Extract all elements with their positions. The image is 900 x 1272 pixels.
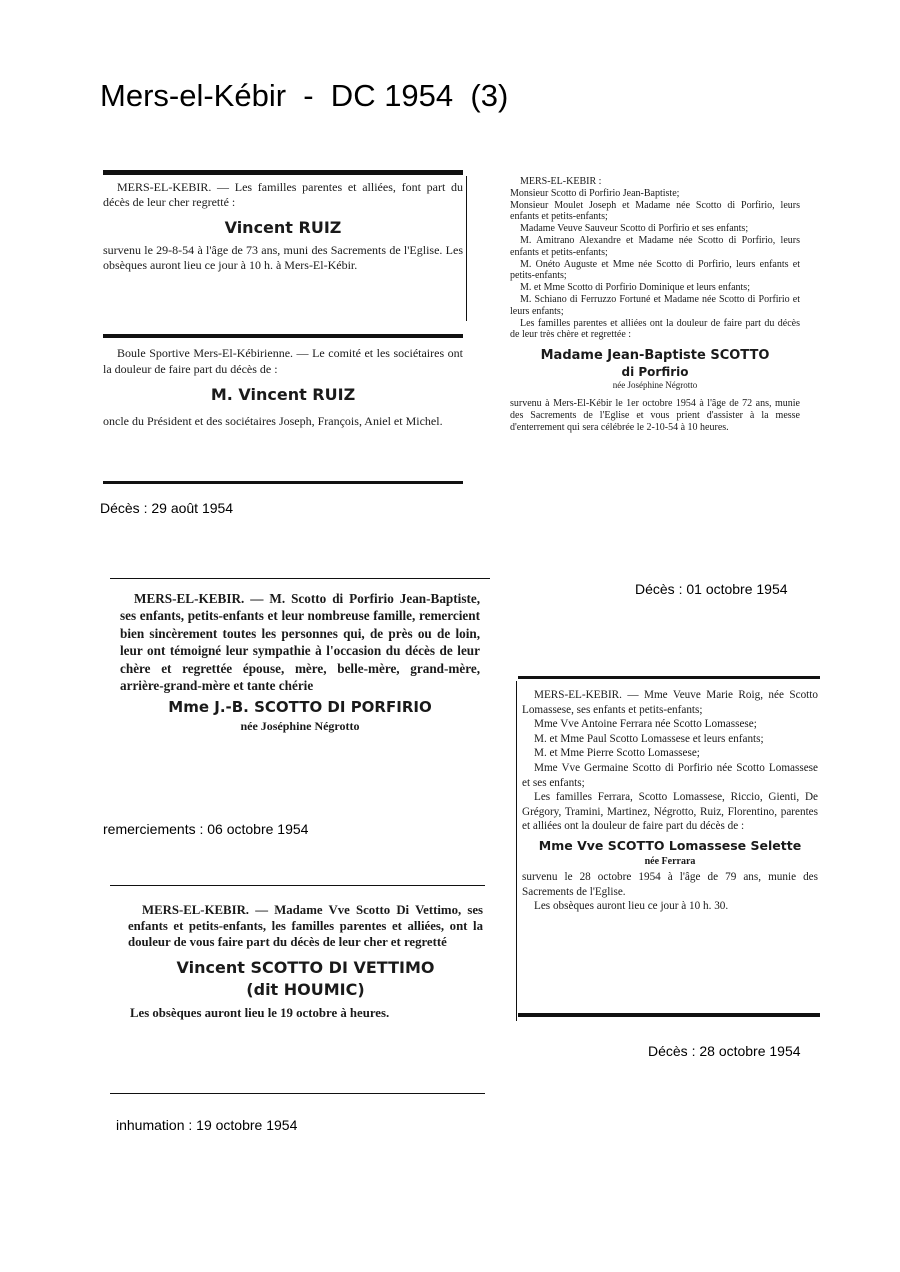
clip6-text: MERS-EL-KEBIR. — Madame Vve Scotto Di Vettimo, ses enfants et petits-enfants, les familles parentes et alliées, ont la douleur de vous faire part du décès de leur cher et regretté xyxy=(128,903,483,950)
page-title: Mers-el-Kébir - DC 1954 (3) xyxy=(100,78,509,113)
clip3-line-4: Madame Veuve Sauveur Scotto di Porfirio et ses enfants; xyxy=(520,223,749,235)
clip-obituary-scotto-di-vettimo xyxy=(128,902,483,1021)
clip3-line-5: M. Amitrano Alexandre et Madame née Scotto di Porfirio, leurs enfants et petits-enfants; xyxy=(510,234,800,258)
clip5-side-rule xyxy=(516,681,517,1021)
clip-remerciements xyxy=(120,590,480,736)
clip3-line-2: Monsieur Scotto di Porfirio Jean-Baptiste; xyxy=(510,187,680,199)
clip3-details: survenu à Mers-El-Kébir le 1er octobre 1954 à l'âge de 72 ans, munie des Sacrements de l'Eglise et vous prient d'assister à la messe d'enterrement qui sera célébrée le 2-10-54 à 10 heures. xyxy=(510,397,800,433)
clip3-line-8: M. Schiano di Ferruzzo Fortuné et Madame née Scotto di Porfirio et leurs enfants; xyxy=(510,293,800,317)
clip5-line-4: M. et Mme Pierre Scotto Lomassese; xyxy=(534,747,700,760)
clip6-name-2: (dit HOUMIC) xyxy=(246,979,365,999)
clip3-line-7: M. et Mme Scotto di Porfirio Dominique et leurs enfants; xyxy=(520,282,750,294)
clip3-name: Madame Jean-Baptiste SCOTTO xyxy=(540,348,770,364)
clip5-nee: née Ferrara xyxy=(644,855,696,867)
clip4-name: Mme J.-B. SCOTTO DI PORFIRIO xyxy=(168,698,432,717)
clip5-details-1: survenu le 28 octobre 1954 à l'âge de 79 ans, munie des Sacrements de l'Eglise. xyxy=(522,870,818,898)
clip3-nee: née Joséphine Négrotto xyxy=(612,380,698,391)
clip6-bottom-rule xyxy=(110,1093,485,1094)
clip2-text: Boule Sportive Mers-El-Kébirienne. — Le comité et les sociétaires ont la douleur de faire part du décès de : xyxy=(103,346,463,376)
clip1-top-rule xyxy=(103,170,463,175)
clip1-text: MERS-EL-KEBIR. — Les familles parentes et alliées, font part du décès de leur cher regretté : xyxy=(103,180,463,209)
clip5-name: Mme Vve SCOTTO Lomassese Selette xyxy=(538,837,802,853)
clip3-line-9: Les familles parentes et alliées ont la douleur de faire part du décès de leur très chère et regrettée : xyxy=(510,317,800,341)
clip1-name: Vincent RUIZ xyxy=(224,218,342,237)
clip5-line-2: Mme Vve Antoine Ferrara née Scotto Lomassese; xyxy=(534,718,757,731)
caption-deces-28-octobre: Décès : 28 octobre 1954 xyxy=(648,1043,801,1059)
clip5-line-6: Les familles Ferrara, Scotto Lomassese, Riccio, Gienti, De Grégory, Tramini, Martinez, Négrotto, Ruiz, Florentino, parentes et alliées ont la douleur de faire part du décès de : xyxy=(522,791,818,833)
clip2-top-rule xyxy=(103,334,463,338)
caption-inhumation-19-octobre: inhumation : 19 octobre 1954 xyxy=(116,1117,298,1133)
clip5-bottom-rule xyxy=(518,1013,820,1017)
clip5-line-3: M. et Mme Paul Scotto Lomassese et leurs enfants; xyxy=(534,732,764,745)
clip2-name: M. Vincent RUIZ xyxy=(210,385,356,404)
clip1-side-rule xyxy=(466,176,467,321)
clip4-nee: née Joséphine Négrotto xyxy=(240,719,360,734)
clip-obituary-ruiz xyxy=(103,180,463,273)
clip3-name-2: di Porfirio xyxy=(621,365,689,380)
clip5-line-5: Mme Vve Germaine Scotto di Porfirio née Scotto Lomassese et ses enfants; xyxy=(522,761,818,789)
clip3-line-3: Monsieur Moulet Joseph et Madame née Scotto di Porfirio, leurs enfants et petits-enfants; xyxy=(510,199,800,223)
clip3-line-6: M. Onéto Auguste et Mme née Scotto di Porfirio, leurs enfants et petits-enfants; xyxy=(510,258,800,282)
clip5-details-2: Les obsèques auront lieu ce jour à 10 h. 30. xyxy=(534,900,729,913)
caption-deces-01-octobre: Décès : 01 octobre 1954 xyxy=(635,581,788,597)
caption-remerciements: remerciements : 06 octobre 1954 xyxy=(103,821,309,837)
clip4-text: MERS-EL-KEBIR. — M. Scotto di Porfirio Jean-Baptiste, ses enfants, petits-enfants et leur nombreuse famille, remercient bien sincèrement toutes les personnes qui, de près ou de loin, leur ont témoigné leur sympathie à l'occasion du décès de leur chère et regrettée épouse, mère, belle-mère, grand-mère, arrière-grand-mère et tante chérie xyxy=(120,591,480,694)
clip2-details: oncle du Président et des sociétaires Joseph, François, Aniel et Michel. xyxy=(103,414,443,428)
clip-obituary-scotto-di-porfirio xyxy=(510,176,800,433)
clip-boule-sportive xyxy=(103,345,463,429)
clip4-top-rule xyxy=(110,578,490,579)
caption-deces-29-aout: Décès : 29 août 1954 xyxy=(100,500,234,516)
clip6-details: Les obsèques auront lieu le 19 octobre à heures. xyxy=(130,1005,390,1020)
clip1-details: survenu le 29-8-54 à l'âge de 73 ans, muni des Sacrements de l'Eglise. Les obsèques auront lieu ce jour à 10 h. à Mers-El-Kébir. xyxy=(103,243,463,272)
clip6-name: Vincent SCOTTO DI VETTIMO xyxy=(176,957,435,977)
clip5-line-1: MERS-EL-KEBIR. — Mme Veuve Marie Roig, née Scotto Lomassese, ses enfants et petits-enfants; xyxy=(522,689,818,716)
clip6-top-rule xyxy=(110,885,485,886)
clip3-line-1: MERS-EL-KEBIR : xyxy=(520,176,602,187)
clip-obituary-scotto-lomassese xyxy=(522,688,818,914)
clip5-top-rule xyxy=(518,676,820,679)
clip2-bottom-rule xyxy=(103,481,463,484)
